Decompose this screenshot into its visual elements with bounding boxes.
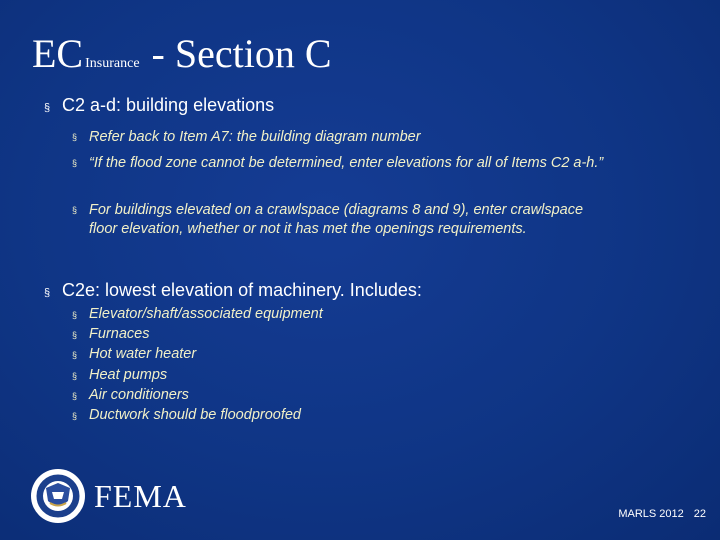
title-subscript: Insurance	[85, 56, 140, 71]
list-item	[72, 306, 323, 322]
list-item-text: Hot water heater	[89, 346, 197, 362]
footer-label: MARLS 2012	[618, 508, 684, 520]
bullet-glyph: §	[72, 132, 78, 142]
bullet-glyph: §	[72, 205, 78, 215]
list-item	[72, 346, 196, 362]
list-item-text: Ductwork should be floodproofed	[89, 407, 301, 423]
list-item	[72, 154, 672, 173]
bullet-glyph: §	[72, 411, 78, 421]
section-heading-text: C2 a-d: building elevations	[62, 95, 275, 115]
bullet-glyph: §	[44, 102, 51, 114]
section-heading-text: C2e: lowest elevation of machinery. Includes:	[62, 280, 422, 300]
title-rest: - Section C	[151, 31, 332, 76]
bullet-glyph: §	[44, 287, 51, 299]
page-number: 22	[693, 508, 706, 520]
bullet-glyph: §	[72, 350, 78, 360]
fema-logo	[30, 468, 187, 524]
list-item	[72, 407, 301, 423]
dhs-seal-icon	[30, 468, 86, 524]
slide-footer	[618, 508, 706, 520]
section-heading-2	[44, 280, 422, 301]
section-heading-1	[44, 95, 274, 116]
list-item	[72, 201, 592, 239]
bullet-glyph: §	[72, 310, 78, 320]
list-item-text: For buildings elevated on a crawlspace (diagrams 8 and 9), enter crawlspace floor elevation, whether or not it has met the openings requirements.	[89, 202, 584, 237]
bullet-glyph: §	[72, 371, 78, 381]
list-item	[72, 326, 149, 342]
list-item-text: Refer back to Item A7: the building diagram number	[89, 129, 421, 145]
list-item	[72, 367, 167, 383]
list-item	[72, 128, 672, 147]
list-item-text: Air conditioners	[89, 387, 189, 403]
bullet-glyph: §	[72, 330, 78, 340]
list-item-text: Heat pumps	[89, 367, 168, 383]
list-item	[72, 387, 189, 403]
bullet-glyph: §	[72, 391, 78, 401]
fema-wordmark: FEMA	[94, 477, 187, 514]
slide-title	[32, 30, 332, 77]
bullet-glyph: §	[72, 158, 78, 168]
list-item-text: Elevator/shaft/associated equipment	[89, 306, 323, 322]
title-main: EC	[32, 31, 84, 76]
list-item-text: Furnaces	[89, 326, 150, 342]
list-item-text: “If the flood zone cannot be determined, enter elevations for all of Items C2 a-h.”	[89, 155, 604, 171]
